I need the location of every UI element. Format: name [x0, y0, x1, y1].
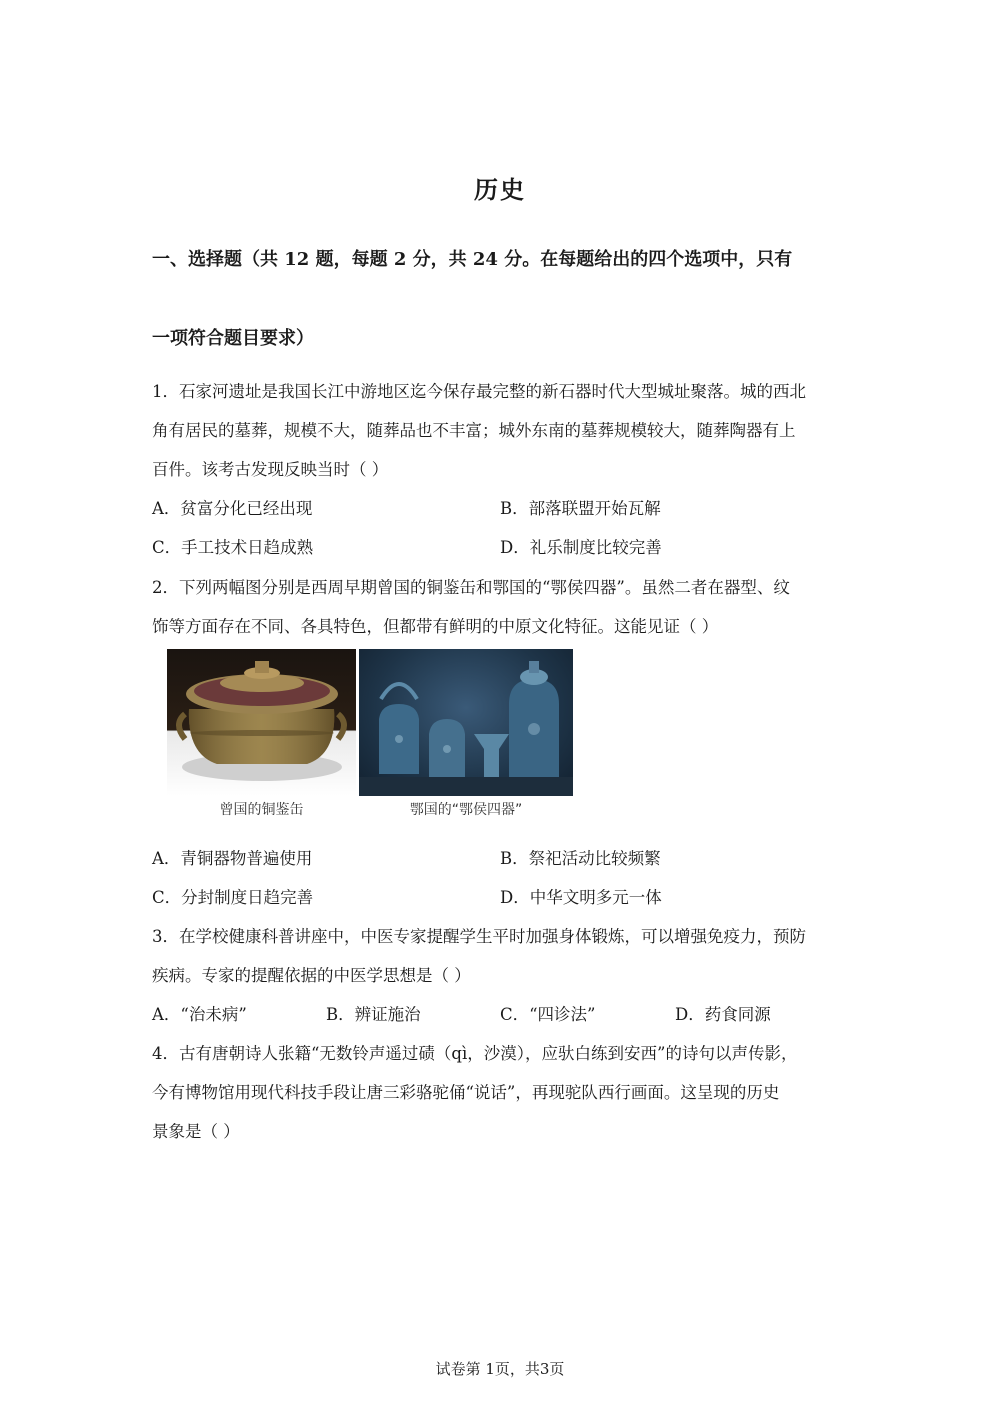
q1-stem-line-2: 角有居民的墓葬，规模不大，随葬品也不丰富；城外东南的墓葬规模较大，随葬陶器有上 [152, 421, 796, 440]
q2-stem-line-2: 饰等方面存在不同、各具特色，但都带有鲜明的中原文化特征。这能见证（ ） [152, 617, 719, 636]
page-title: 历史 [474, 175, 526, 204]
q3-option-d: D．药食同源 [675, 1005, 771, 1024]
q2-option-a: A．青铜器物普遍使用 [152, 849, 313, 868]
q4-stem-line-1: 4．古有唐朝诗人张籍“无数铃声遥过碛（qì，沙漠），应驮白练到安西”的诗句以声传影， [152, 1044, 798, 1063]
q1-stem-line-1: 1．石家河遗址是我国长江中游地区迄今保存最完整的新石器时代大型城址聚落。城的西北 [152, 382, 806, 401]
page-footer: 试卷第 1页，共3页 [435, 1360, 565, 1378]
q3-option-b: B．辨证施治 [326, 1005, 421, 1024]
q2-option-c: C．分封制度日趋完善 [152, 888, 314, 907]
q2-option-d: D．中华文明多元一体 [500, 888, 662, 907]
section-heading-line-2: 一项符合题目要求） [152, 328, 314, 349]
q4-stem-line-3: 景象是（ ） [152, 1122, 240, 1141]
e-hou-four-vessels-photo [359, 649, 573, 796]
q3-stem-line-1: 3．在学校健康科普讲座中，中医专家提醒学生平时加强身体锻炼，可以增强免疫力，预防 [152, 927, 806, 946]
q1-stem-line-3: 百件。该考古发现反映当时（ ） [152, 460, 389, 479]
q3-option-c: C．“四诊法” [500, 1005, 596, 1024]
q2-option-b: B．祭祀活动比较频繁 [500, 849, 661, 868]
q3-option-a: A．“治未病” [152, 1005, 247, 1024]
bronze-jianfou-photo [167, 649, 356, 796]
q1-option-a: A．贫富分化已经出现 [152, 499, 313, 518]
q2-figure [167, 649, 573, 819]
caption-jianfou: 曾国的铜鉴缶 [219, 802, 304, 818]
q2-stem-line-1: 2．下列两幅图分别是西周早期曾国的铜鉴缶和鄂国的“鄂侯四器”。虽然二者在器型、纹 [152, 578, 790, 597]
q4-stem-line-2: 今有博物馆用现代科技手段让唐三彩骆驼俑“说话”，再现驼队西行画面。这呈现的历史 [152, 1083, 780, 1102]
q1-option-b: B．部落联盟开始瓦解 [500, 499, 661, 518]
section-heading-line-1: 一、选择题（共 12 题，每题 2 分，共 24 分。在每题给出的四个选项中，只有 [152, 249, 793, 270]
q1-option-d: D．礼乐制度比较完善 [500, 538, 662, 557]
caption-e-hou: 鄂国的“鄂侯四器” [409, 802, 523, 818]
q1-option-c: C．手工技术日趋成熟 [152, 538, 314, 557]
q3-stem-line-2: 疾病。专家的提醒依据的中医学思想是（ ） [152, 966, 471, 985]
